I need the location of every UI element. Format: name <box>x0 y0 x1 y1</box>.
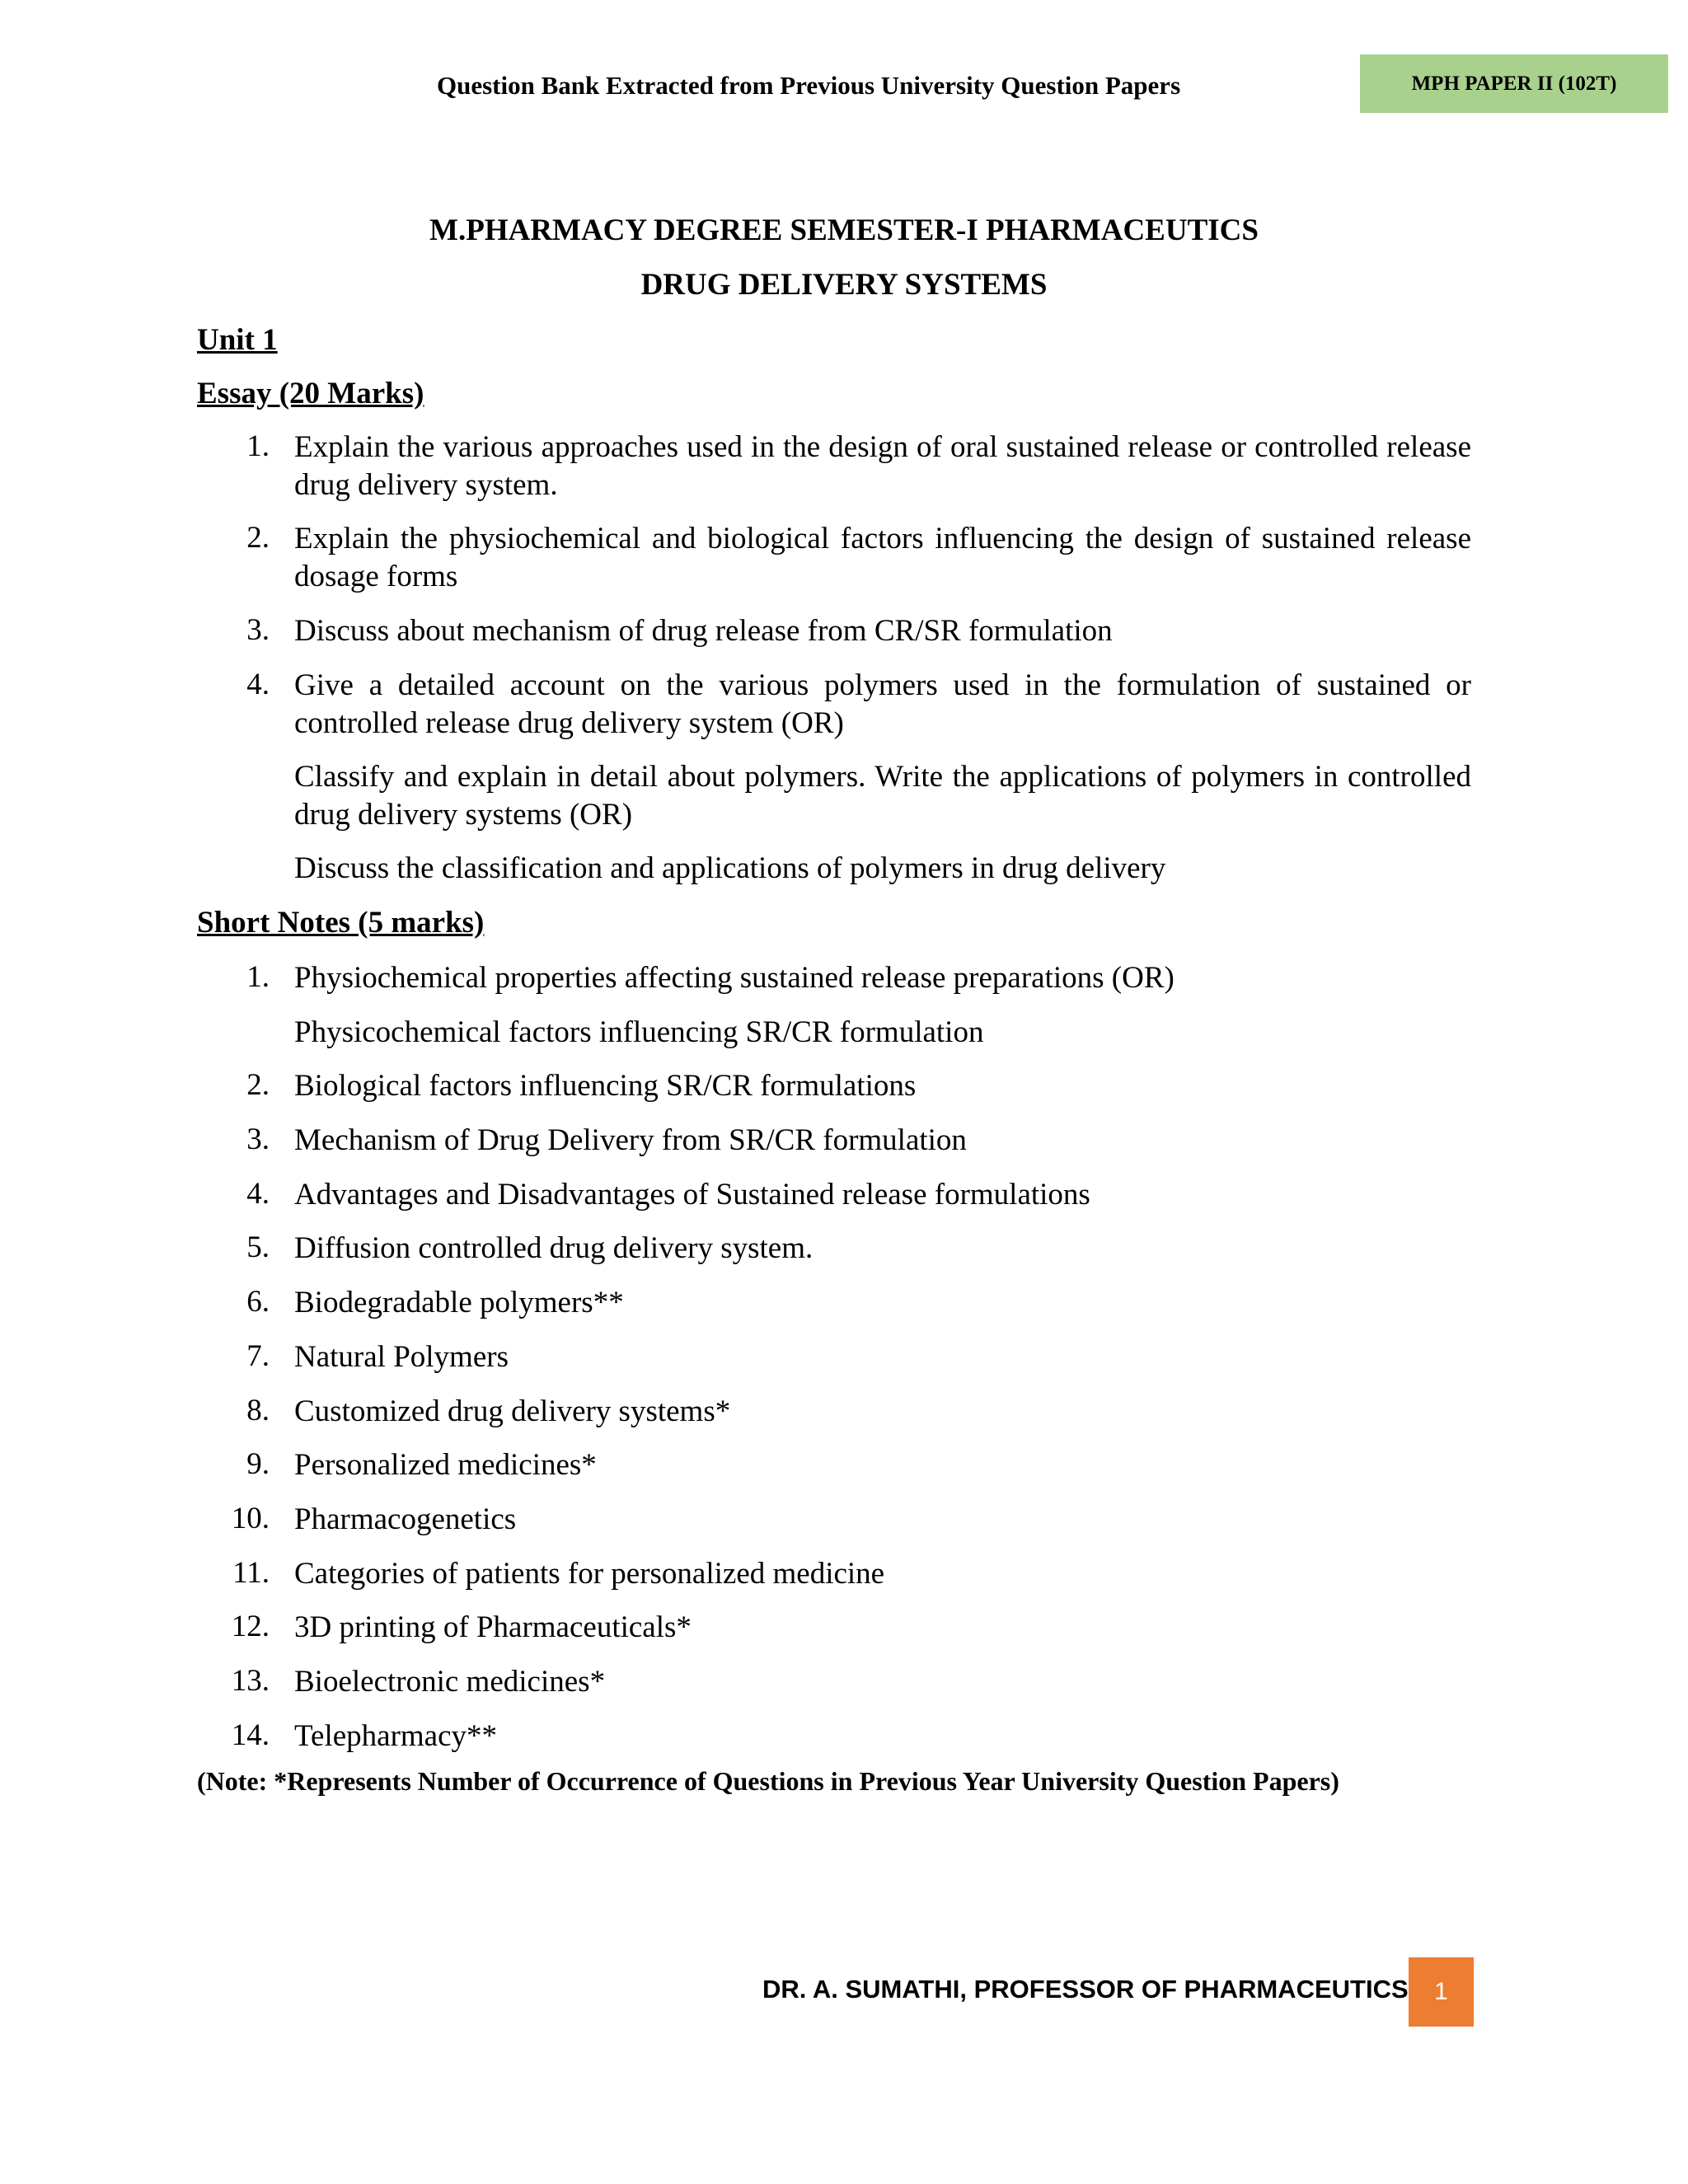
footer-author: DR. A. SUMATHI, PROFESSOR OF PHARMACEUTICS <box>762 1975 1409 2004</box>
short-note-number: 14. <box>231 1718 270 1752</box>
header-title: Question Bank Extracted from Previous University Question Papers <box>437 71 1181 100</box>
short-note-text: Biological factors influencing SR/CR formulations <box>294 1069 917 1103</box>
short-note-text: Customized drug delivery systems* <box>294 1394 731 1428</box>
short-notes-heading: Short Notes (5 marks) <box>197 906 485 940</box>
short-note-text: Mechanism of Drug Delivery from SR/CR formulation <box>294 1123 967 1157</box>
essay-item-number: 3. <box>246 613 270 647</box>
short-note-number: 11. <box>232 1556 270 1590</box>
essay-item-text: Explain the various approaches used in the design of oral sustained release or controlled release drug delivery system. <box>294 430 1471 502</box>
short-note-text: Physiochemical properties affecting sustained release preparations (OR) <box>294 961 1175 995</box>
short-note-text: Natural Polymers <box>294 1340 509 1374</box>
essay-item-text: Discuss about mechanism of drug release from CR/SR formulation <box>294 614 1113 648</box>
short-note-text: Telepharmacy** <box>294 1719 498 1753</box>
short-note-text: Biodegradable polymers** <box>294 1286 624 1319</box>
document-subtitle: DRUG DELIVERY SYSTEMS <box>640 268 1048 302</box>
essay-item-number: 1. <box>246 429 270 463</box>
short-note-text: Pharmacogenetics <box>294 1502 517 1536</box>
short-note-number: 10. <box>231 1502 270 1535</box>
short-note-text: Personalized medicines* <box>294 1448 597 1482</box>
short-note-text: Categories of patients for personalized medicine <box>294 1557 885 1591</box>
short-note-text: 3D printing of Pharmaceuticals* <box>294 1610 692 1644</box>
short-note-text: Bioelectronic medicines* <box>294 1665 606 1699</box>
essay-item-number: 2. <box>246 521 270 555</box>
essay-item-alternative: Discuss the classification and applications of polymers in drug delivery <box>294 851 1166 885</box>
short-note-number: 3. <box>246 1122 270 1156</box>
short-note-number: 4. <box>246 1177 270 1211</box>
short-note-number: 9. <box>246 1447 270 1481</box>
occurrence-note: (Note: *Represents Number of Occurrence of Questions in Previous Year University Question Papers) <box>197 1766 1339 1796</box>
essay-item-text: Explain the physiochemical and biological factors influencing the design of sustained release dosage forms <box>294 522 1471 593</box>
short-note-text: Diffusion controlled drug delivery system. <box>294 1231 814 1265</box>
short-note-number: 13. <box>231 1664 270 1698</box>
essay-item-number: 4. <box>246 668 270 701</box>
short-note-text: Advantages and Disadvantages of Sustained release formulations <box>294 1178 1090 1212</box>
paper-code-badge: MPH PAPER II (102T) <box>1360 54 1668 113</box>
short-note-number: 8. <box>246 1394 270 1427</box>
document-title: M.PHARMACY DEGREE SEMESTER-I PHARMACEUTICS <box>429 213 1259 247</box>
short-note-number: 2. <box>246 1068 270 1102</box>
essay-item-alternative: Classify and explain in detail about polymers. Write the applications of polymers in controlled drug delivery systems (OR) <box>294 760 1471 832</box>
essay-item-text: Give a detailed account on the various polymers used in the formulation of sustained or controlled release drug delivery system (OR) <box>294 668 1471 740</box>
page-number: 1 <box>1409 1957 1474 2027</box>
short-note-number: 5. <box>246 1230 270 1264</box>
essay-heading: Essay (20 Marks) <box>197 377 424 410</box>
short-note-number: 7. <box>246 1339 270 1373</box>
short-note-alternative: Physicochemical factors influencing SR/CR formulation <box>294 1015 984 1049</box>
short-note-number: 12. <box>231 1610 270 1643</box>
short-note-number: 1. <box>246 960 270 994</box>
unit-heading: Unit 1 <box>197 323 278 357</box>
short-note-number: 6. <box>246 1285 270 1319</box>
